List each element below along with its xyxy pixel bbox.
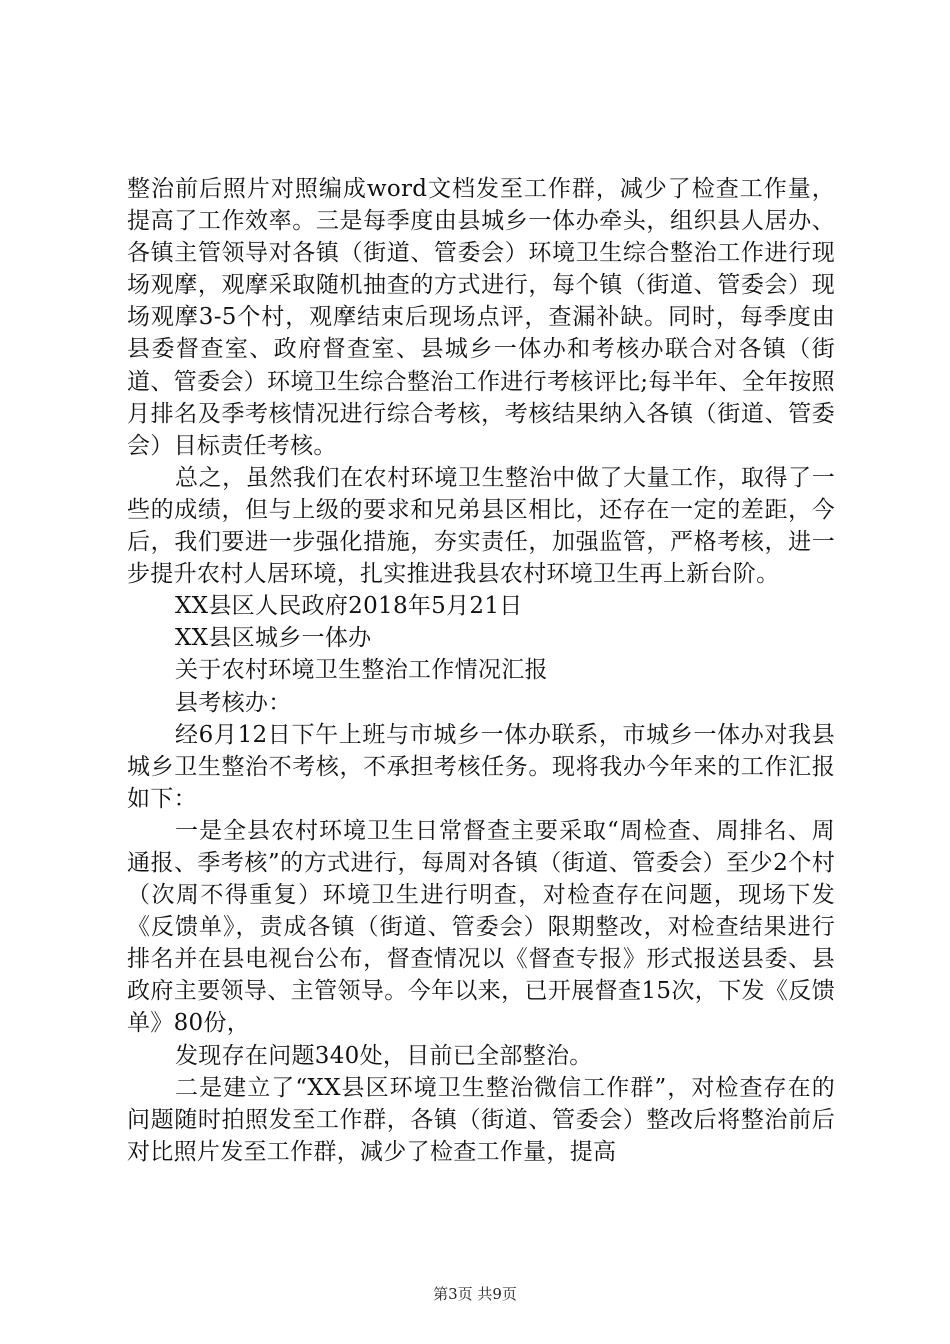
page-number-footer: 第3页 共9页	[433, 1285, 517, 1303]
paragraph-point-two: 二是建立了“XX县区环境卫生整治微信工作群”，对检查存在的问题随时拍照发至工作群，各镇（街道、管委会）整改后将整治前后对比照片发至工作群，减少了检查工作量，提高	[127, 1074, 835, 1165]
document-body	[127, 173, 835, 1168]
paragraph-issues-found: 发现存在问题340处，目前已全部整治。	[175, 1042, 593, 1069]
paragraph-point-one: 一是全县农村环境卫生日常督查主要采取“周检查、周排名、周通报、季考核”的方式进行，每周对各镇（街道、管委会）至少2个村（次周不得重复）环境卫生进行明查，对检查存在问题，现场下发《反馈单》，责成各镇（街道、管委会）限期整改，对检查结果进行排名并在县电视台公布，督查情况以《督查专报》形式报送县委、县政府主要领导、主管领导。今年以来，已开展督查15次，下发《反馈单》80份，	[127, 817, 835, 1037]
report-title: 关于农村环境卫生整治工作情况汇报	[175, 657, 548, 684]
paragraph-conclusion: 总之，虽然我们在农村环境卫生整治中做了大量工作，取得了一些的成绩，但与上级的要求和兄弟县区相比，还存在一定的差距，今后，我们要进一步强化措施，夯实责任，加强监管，严格考核，进一步提升农村人居环境，扎实推进我县农村环境卫生再上新台阶。	[127, 464, 835, 588]
report-salutation: 县考核办：	[175, 689, 292, 716]
signature-government-date: XX县区人民政府2018年5月21日	[175, 593, 523, 620]
paragraph-continued-review: 整治前后照片对照编成word文档发至工作群，减少了检查工作量，提高了工作效率。三是每季度由县城乡一体办牵头，组织县人居办、各镇主管领导对各镇（街道、管委会）环境卫生综合整治工作进行现场观摩，观摩采取随机抽查的方式进行，每个镇（街道、管委会）现场观摩3-5个村，观摩结束后现场点评，查漏补缺。同时，每季度由县委督查室、政府督查室、县城乡一体办和考核办联合对各镇（街道、管委会）环境卫生综合整治工作进行考核评比;每半年、全年按照月排名及季考核情况进行综合考核，考核结果纳入各镇（街道、管委会）目标责任考核。	[127, 176, 835, 459]
signature-office: XX县区城乡一体办	[175, 625, 372, 652]
paragraph-intro: 经6月12日下午上班与市城乡一体办联系，市城乡一体办对我县城乡卫生整治不考核，不承担考核任务。现将我办今年来的工作汇报如下：	[127, 721, 835, 812]
